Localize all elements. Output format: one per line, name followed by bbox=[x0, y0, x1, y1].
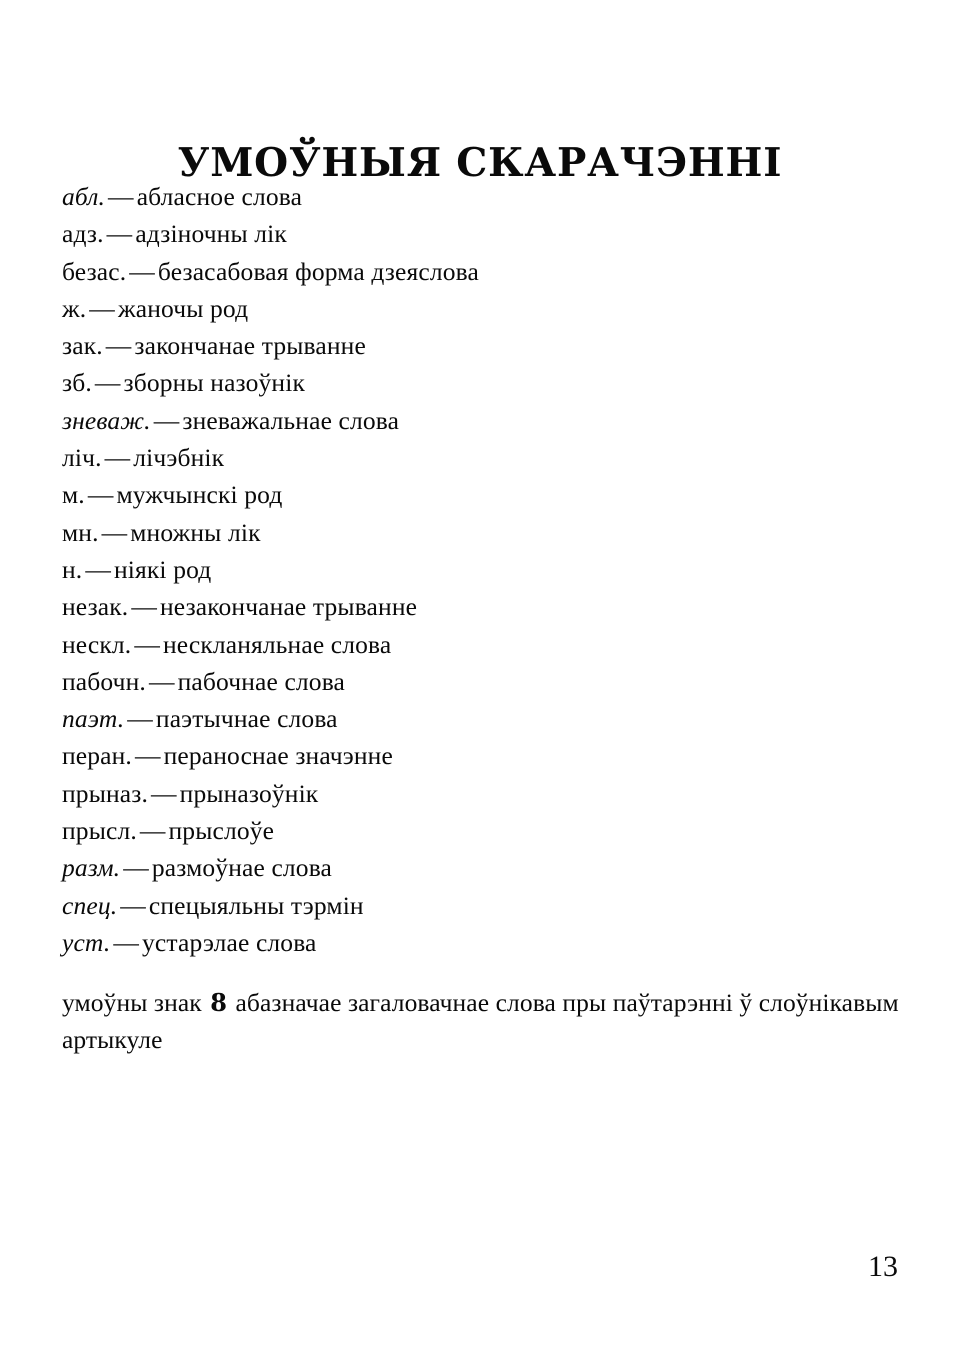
abbreviation-term: м. bbox=[62, 480, 85, 510]
abbreviation-entry bbox=[62, 737, 912, 774]
abbreviation-term: безас. bbox=[62, 256, 127, 286]
abbreviation-term: паэт. bbox=[62, 704, 125, 734]
abbreviation-dash: — bbox=[148, 666, 175, 696]
abbreviation-term: перан. bbox=[62, 741, 132, 771]
abbreviation-term: адз. bbox=[62, 219, 104, 249]
page-title: УМОЎНЫЯ СКАРАЧЭННІ bbox=[177, 140, 783, 187]
abbreviation-term: нескл. bbox=[62, 629, 132, 659]
abbreviation-dash: — bbox=[113, 927, 139, 957]
abbreviation-definition: закончанае трыванне bbox=[134, 331, 366, 361]
abbreviation-dash: — bbox=[134, 741, 161, 771]
abbreviation-definition: прыслоўе bbox=[168, 816, 275, 846]
abbreviation-definition: спецыяльны тэрмін bbox=[148, 890, 364, 920]
abbreviation-entry bbox=[62, 887, 912, 924]
abbreviation-definition: зборны назоўнік bbox=[123, 368, 305, 398]
abbreviation-definition: паэтычнае слова bbox=[155, 704, 338, 734]
abbreviation-dash: — bbox=[129, 256, 155, 286]
abbreviation-definition: ніякі род bbox=[113, 554, 212, 584]
abbreviation-entry bbox=[62, 626, 912, 663]
abbreviation-dash: — bbox=[151, 778, 177, 808]
abbreviation-entry bbox=[62, 700, 912, 737]
abbreviation-definition: адзіночны лік bbox=[135, 219, 287, 249]
abbreviation-definition: лічэбнік bbox=[133, 443, 225, 473]
abbreviation-term: зак. bbox=[62, 331, 103, 361]
abbreviation-definition: пабочнае слова bbox=[177, 666, 346, 696]
abbreviation-term: разм. bbox=[62, 853, 121, 883]
abbreviation-term: пабочн. bbox=[62, 666, 146, 696]
abbreviation-dash: — bbox=[139, 816, 166, 846]
abbreviation-entry bbox=[62, 514, 912, 551]
abbreviation-term: уст. bbox=[62, 927, 111, 957]
abbreviation-dash: — bbox=[94, 368, 121, 398]
abbreviation-definition: незакончанае трыванне bbox=[160, 592, 418, 622]
abbreviation-dash: — bbox=[89, 293, 115, 323]
abbreviation-entry bbox=[62, 290, 912, 327]
abbreviation-definition: нескланяльнае слова bbox=[162, 629, 392, 659]
closing-note-text-after: абазначае загаловачнае слова пры паўтарэнні ў слоўнікавым артыкуле bbox=[62, 987, 899, 1054]
abbreviation-entry bbox=[62, 178, 912, 215]
abbreviation-definition: мужчынскі род bbox=[116, 480, 283, 510]
abbreviation-entry bbox=[62, 812, 912, 849]
abbreviation-dash: — bbox=[127, 704, 153, 734]
abbreviation-dash: — bbox=[85, 554, 111, 584]
abbreviation-list bbox=[62, 178, 912, 961]
page-number: 13 bbox=[868, 1250, 898, 1283]
abbreviation-dash: — bbox=[87, 480, 114, 510]
abbreviation-definition: размоўнае слова bbox=[151, 853, 333, 883]
abbreviation-definition: жаночы род bbox=[117, 293, 249, 323]
abbreviation-dash: — bbox=[108, 182, 134, 211]
abbreviation-entry bbox=[62, 327, 912, 364]
abbreviation-definition: пераноснае значэнне bbox=[163, 741, 393, 771]
abbreviation-entry bbox=[62, 663, 912, 700]
abbreviation-dash: — bbox=[101, 517, 128, 547]
abbreviation-entry bbox=[62, 364, 912, 401]
abbreviation-dash: — bbox=[123, 853, 149, 883]
abbreviation-dash: — bbox=[131, 592, 157, 622]
abbreviation-entry bbox=[62, 402, 912, 439]
abbreviation-definition: прыназоўнік bbox=[179, 778, 319, 808]
abbreviation-term: незак. bbox=[62, 592, 129, 622]
abbreviation-term: спец. bbox=[62, 890, 118, 920]
abbreviation-dash: — bbox=[104, 443, 131, 473]
abbreviation-entry bbox=[62, 253, 912, 290]
abbreviation-dash: — bbox=[106, 219, 133, 249]
abbreviation-entry bbox=[62, 551, 912, 588]
abbreviation-definition: устарэлае слова bbox=[142, 927, 317, 957]
abbreviation-term: ліч. bbox=[62, 443, 102, 473]
closing-note bbox=[62, 984, 907, 1059]
abbreviation-entry bbox=[62, 215, 912, 252]
abbreviation-term: прысл. bbox=[62, 816, 137, 846]
abbreviation-entry bbox=[62, 439, 912, 476]
abbreviation-definition: абласное слова bbox=[136, 182, 303, 211]
abbreviation-definition: безасабовая форма дзеяслова bbox=[157, 256, 479, 286]
abbreviation-term: прыназ. bbox=[62, 778, 148, 808]
abbreviation-term: зневаж. bbox=[62, 405, 151, 435]
abbreviation-entry bbox=[62, 924, 912, 961]
abbreviation-term: ж. bbox=[62, 293, 87, 323]
abbreviation-definition: зневажальнае слова bbox=[182, 405, 400, 435]
abbreviation-term: н. bbox=[62, 554, 83, 584]
closing-note-text-before: умоўны знак bbox=[62, 987, 209, 1017]
abbreviation-dash: — bbox=[153, 405, 180, 435]
abbreviation-dash: — bbox=[120, 890, 146, 920]
abbreviation-definition: множны лік bbox=[130, 517, 261, 547]
abbreviation-term: абл. bbox=[62, 182, 106, 211]
repetition-symbol: 8 bbox=[210, 987, 228, 1017]
abbreviation-entry bbox=[62, 849, 912, 886]
abbreviation-entry bbox=[62, 588, 912, 625]
abbreviation-dash: — bbox=[134, 629, 160, 659]
abbreviation-entry bbox=[62, 775, 912, 812]
abbreviation-entry bbox=[62, 476, 912, 513]
abbreviation-term: мн. bbox=[62, 517, 99, 547]
abbreviation-term: зб. bbox=[62, 368, 92, 398]
abbreviation-dash: — bbox=[105, 331, 132, 361]
